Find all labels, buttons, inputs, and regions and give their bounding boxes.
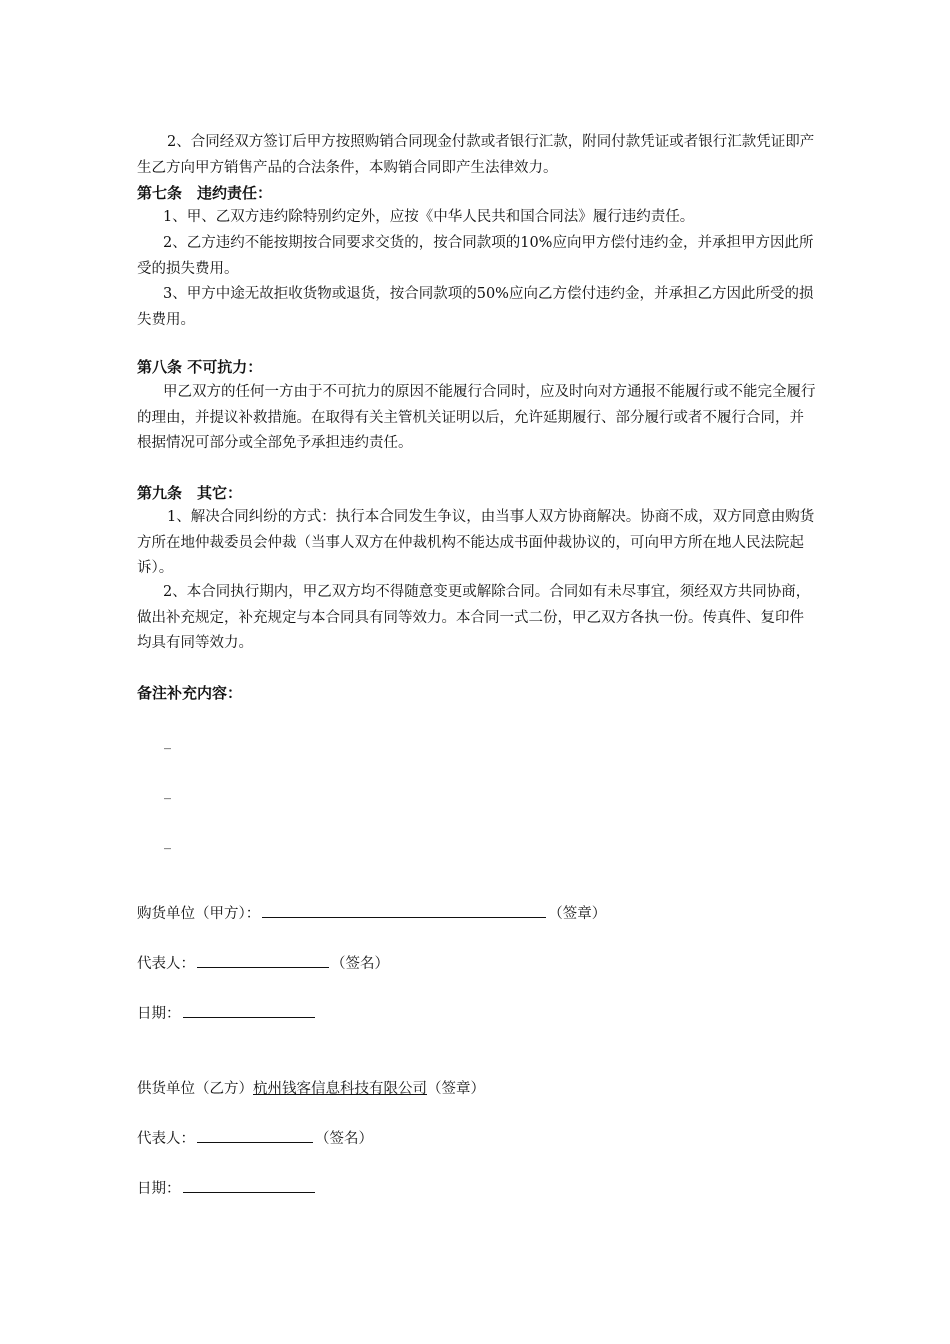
article-9-item-1: 1、解决合同纠纷的方式：执行本合同发生争议，由当事人双方协商解决。协商不成，双方同意由购货方所在地仲裁委员会仲裁（当事人双方在仲裁机构不能达成书面仲裁协议的，可向甲方所在地人民法院起诉）。 [137,509,815,576]
notes-blank-2: _ [164,784,171,800]
seller-rep-label: 代表人： [137,1131,195,1147]
buyer-rep-label: 代表人： [137,956,195,972]
payment-clause-paragraph: 2、合同经双方签订后甲方按照购销合同现金付款或者银行汇款，附同付款凭证或者银行汇款凭证即产生乙方向甲方销售产品的合法条件，本购销合同即产生法律效力。 [137,134,815,176]
article-9-item-2: 2、本合同执行期内，甲乙双方均不得随意变更或解除合同。合同如有未尽事宜，须经双方共同协商，做出补充规定，补充规定与本合同具有同等效力。本合同一式二份，甲乙双方各执一份。传真件、复印件均具有同等效力。 [137,584,811,651]
buyer-date-label: 日期： [137,1006,181,1022]
buyer-date-row [137,1003,317,1025]
buyer-unit-label: 购货单位（甲方）： [137,906,261,922]
seller-date-row [137,1178,317,1200]
buyer-rep-blank[interactable] [197,953,329,968]
buyer-date-blank[interactable] [183,1003,315,1018]
notes-blank-3: _ [164,834,171,850]
seller-unit-label: 供货单位（乙方） [137,1081,253,1097]
seller-rep-row [137,1128,373,1150]
notes-blank-1: _ [164,734,171,750]
buyer-unit-blank[interactable] [262,903,546,918]
buyer-rep-row [137,953,389,975]
seller-rep-blank[interactable] [197,1128,313,1143]
article-7-heading: 第七条 违约责任： [137,184,273,202]
buyer-seal-label: （签章） [548,906,607,922]
article-7-item-3: 3、甲方中途无故拒收货物或退货，按合同款项的50%应向乙方偿付违约金，并承担乙方因此所受的损失费用。 [137,286,814,328]
article-8-body: 甲乙双方的任何一方由于不可抗力的原因不能履行合同时，应及时向对方通报不能履行或不能完全履行的理由，并提议补救措施。在取得有关主管机关证明以后，允许延期履行、部分履行或者不履行合同，并根据情况可部分或全部免予承担违约责任。 [137,384,816,451]
seller-seal-label: （签章） [427,1081,485,1097]
seller-date-label: 日期： [137,1181,181,1197]
article-7-item-2: 2、乙方违约不能按期按合同要求交货的，按合同款项的10%应向甲方偿付违约金，并承担甲方因此所受的损失费用。 [137,235,814,277]
seller-sign-label: （签名） [315,1131,373,1147]
seller-unit-row [137,1078,485,1100]
buyer-sign-label: （签名） [331,956,389,972]
seller-company-name: 杭州钱客信息科技有限公司 [253,1081,427,1097]
article-8-heading: 第八条 不可抗力： [137,358,263,376]
notes-heading: 备注补充内容： [137,684,243,702]
seller-date-blank[interactable] [183,1178,315,1193]
article-7-item-1: 1、甲、乙双方违约除特别约定外，应按《中华人民共和国合同法》履行违约责任。 [163,209,695,225]
buyer-unit-row [137,903,606,925]
article-9-heading: 第九条 其它： [137,484,243,502]
